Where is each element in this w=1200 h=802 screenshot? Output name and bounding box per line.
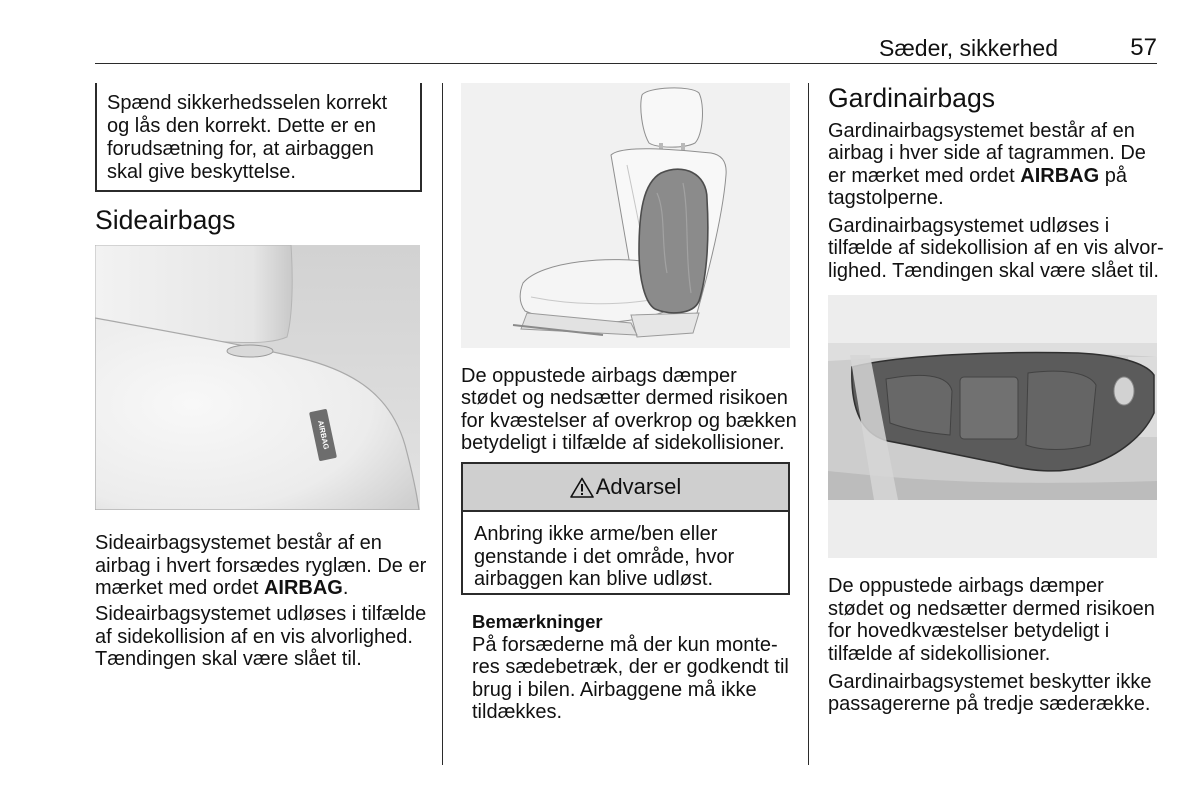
text-segment: .	[342, 577, 349, 600]
notice-box	[95, 83, 422, 192]
text-line: for hovedkvæstelser betydeligt i	[828, 620, 1110, 643]
warning-header	[463, 464, 788, 512]
text-line: Gardinairbagsystemet beskytter ikke	[828, 671, 1152, 693]
warning-title: Advarsel	[595, 474, 682, 499]
headrest-post	[227, 345, 273, 357]
text-line: Anbring ikke arme/ben eller	[474, 523, 718, 545]
gardinairbags-paragraph-3	[828, 575, 1155, 665]
grab-handle	[1114, 377, 1134, 405]
sideairbags-paragraph-2	[95, 603, 426, 671]
gardinairbags-paragraph-4	[828, 671, 1151, 716]
text-line: skal give beskyttelse.	[107, 161, 296, 183]
text-line: Gardinairbagsystemet består af en	[828, 120, 1135, 142]
text-line: Tændingen skal være slået til.	[95, 648, 362, 671]
section-heading-gardinairbags: Gardinairbags	[828, 83, 996, 113]
text-line: brug i bilen. Airbaggene må ikke	[472, 678, 757, 701]
text-line: forudsætning for, at airbaggen	[107, 138, 374, 160]
headrest	[641, 88, 703, 147]
text-line: Sideairbagsystemet består af en	[95, 532, 382, 554]
text-line: genstande i det område, hvor	[474, 545, 735, 568]
text-line: airbaggen kan blive udløst.	[474, 568, 714, 591]
text-line: res sædebetræk, der er godkendt til	[472, 656, 789, 679]
text-line: airbag i hvert forsædes ryglæn. De er	[95, 554, 427, 577]
text-line: Sideairbagsystemet udløses i tilfælde	[95, 603, 427, 625]
text-line	[828, 165, 1146, 187]
text-segment: på	[1099, 164, 1127, 187]
text-line: På forsæderne må der kun monte-	[472, 634, 778, 656]
text-line: tildækkes.	[472, 700, 563, 723]
text-line: tagstolperne.	[828, 187, 944, 210]
text-segment: mærket med ordet	[95, 577, 264, 600]
text-line: Spænd sikkerhedsselen korrekt	[107, 92, 388, 114]
header-rule	[95, 63, 1157, 64]
text-line: passagererne på tredje sæderække.	[828, 693, 1151, 716]
text-line: airbag i hver side af tagrammen. De	[828, 142, 1146, 165]
sideairbags-paragraph-1	[95, 532, 426, 600]
warning-text	[474, 523, 734, 591]
notice-text	[107, 92, 387, 184]
gardinairbags-paragraph-2	[828, 215, 1164, 282]
text-line: Gardinairbagsystemet udløses i	[828, 215, 1110, 237]
column-divider-right	[808, 83, 809, 765]
side-airbag-caption	[461, 365, 797, 454]
text-line: og lås den korrekt. Dette er en	[107, 115, 377, 137]
airbag-chamber	[960, 377, 1018, 439]
seat-backrest-airbag-label-figure	[95, 245, 420, 510]
seat-with-inflated-side-airbag-figure	[461, 83, 790, 348]
gardinairbags-paragraph-1	[828, 120, 1146, 210]
text-line: af sidekollision af en vis alvorlighed.	[95, 625, 413, 648]
text-line: tilfælde af sidekollision af en vis alvor-	[828, 237, 1164, 260]
curtain-airbag-figure	[828, 295, 1157, 558]
text-line: tilfælde af sidekollisioner.	[828, 642, 1051, 665]
text-segment: er mærket med ordet	[828, 164, 1021, 187]
airbag-chamber	[1026, 371, 1096, 449]
airbag-keyword: AIRBAG	[1020, 164, 1100, 187]
section-heading-sideairbags: Sideairbags	[95, 205, 236, 235]
inflated-side-airbag	[639, 169, 708, 313]
text-line: De oppustede airbags dæmper	[461, 365, 737, 387]
text-line: stødet og nedsætter dermed risikoen	[461, 387, 788, 410]
airbag-keyword: AIRBAG	[263, 577, 343, 600]
section-title: Sæder, sikkerhed	[879, 35, 1058, 61]
text-line	[95, 577, 426, 600]
airbag-tag-label: AIRBAG	[316, 419, 331, 451]
notes-heading: Bemærkninger	[472, 611, 603, 632]
text-line: stødet og nedsætter dermed risikoen	[828, 597, 1155, 620]
column-divider-left	[442, 83, 443, 765]
warning-box	[461, 462, 790, 595]
text-line: lighed. Tændingen skal være slået til.	[828, 259, 1159, 282]
text-line: De oppustede airbags dæmper	[828, 575, 1104, 597]
text-line: for kvæstelser af overkrop og bækken	[461, 409, 797, 432]
warning-triangle-icon	[570, 477, 594, 498]
page-number: 57	[1130, 34, 1157, 61]
seat-side-panel	[631, 313, 699, 337]
text-line: betydeligt i tilfælde af sidekollisioner.	[461, 431, 785, 454]
notes-text	[472, 634, 789, 723]
